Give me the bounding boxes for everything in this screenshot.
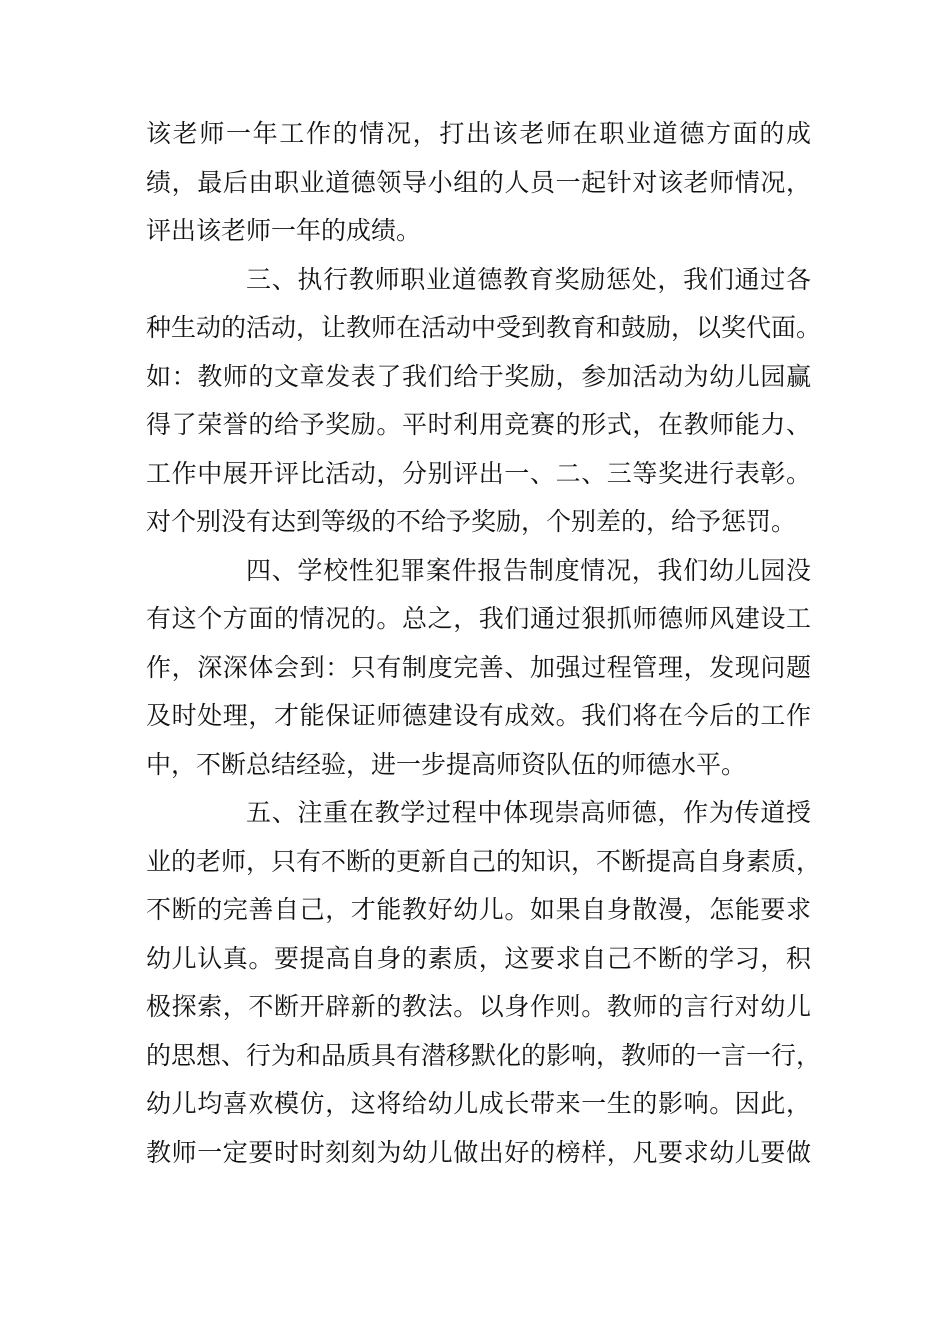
text-line: 该老师一年工作的情况，打出该老师在职业道德方面的成 [146, 119, 811, 148]
text-line: 作，深深体会到：只有制度完善、加强过程管理，发现问题 [146, 652, 811, 682]
text-line: 四、学校性犯罪案件报告制度情况，我们幼儿园没 [246, 555, 811, 585]
text-line: 有这个方面的情况的。总之，我们通过狠抓师德师风建设工 [146, 604, 811, 633]
text-line: 种生动的活动，让教师在活动中受到教育和鼓励，以奖代面。 [146, 313, 822, 342]
text-line: 幼儿认真。要提高自身的素质，这要求自己不断的学习，积 [146, 943, 811, 973]
text-line: 幼儿均喜欢模仿，这将给幼儿成长带来一生的影响。因此， [146, 1089, 811, 1118]
text-line: 教师一定要时时刻刻为幼儿做出好的榜样，凡要求幼儿要做 [146, 1137, 811, 1167]
text-line: 如：教师的文章发表了我们给于奖励，参加活动为幼儿园赢 [146, 361, 811, 391]
paragraph-section-three [146, 256, 822, 547]
paragraph-continuation [146, 110, 811, 256]
text-line: 中，不断总结经验，进一步提高师资队伍的师德水平。 [146, 749, 747, 779]
text-line: 不断的完善自己，才能教好幼儿。如果自身散漫，怎能要求 [146, 895, 811, 924]
document-body [146, 110, 822, 1177]
text-line: 绩，最后由职业道德领导小组的人员一起针对该老师情况， [146, 167, 811, 197]
text-line: 评出该老师一年的成绩。 [146, 216, 422, 245]
text-line: 得了荣誉的给予奖励。平时利用竞赛的形式，在教师能力、 [146, 410, 811, 439]
text-line: 的思想、行为和品质具有潜移默化的影响，教师的一言一行， [146, 1040, 822, 1070]
text-line: 及时处理，才能保证师德建设有成效。我们将在今后的工作 [146, 701, 811, 730]
text-line: 极探索，不断开辟新的教法。以身作则。教师的言行对幼儿 [146, 992, 811, 1021]
text-line: 工作中展开评比活动，分别评出一、二、三等奖进行表彰。 [146, 458, 811, 488]
text-line: 业的老师，只有不断的更新自己的知识，不断提高自身素质， [146, 846, 822, 876]
text-line: 对个别没有达到等级的不给予奖励，个别差的，给予惩罚。 [146, 507, 797, 536]
text-line: 三、执行教师职业道德教育奖励惩处，我们通过各 [246, 264, 811, 294]
text-line: 五、注重在教学过程中体现崇高师德，作为传道授 [246, 798, 811, 827]
paragraph-section-five [146, 789, 822, 1177]
paragraph-section-four [146, 547, 811, 790]
